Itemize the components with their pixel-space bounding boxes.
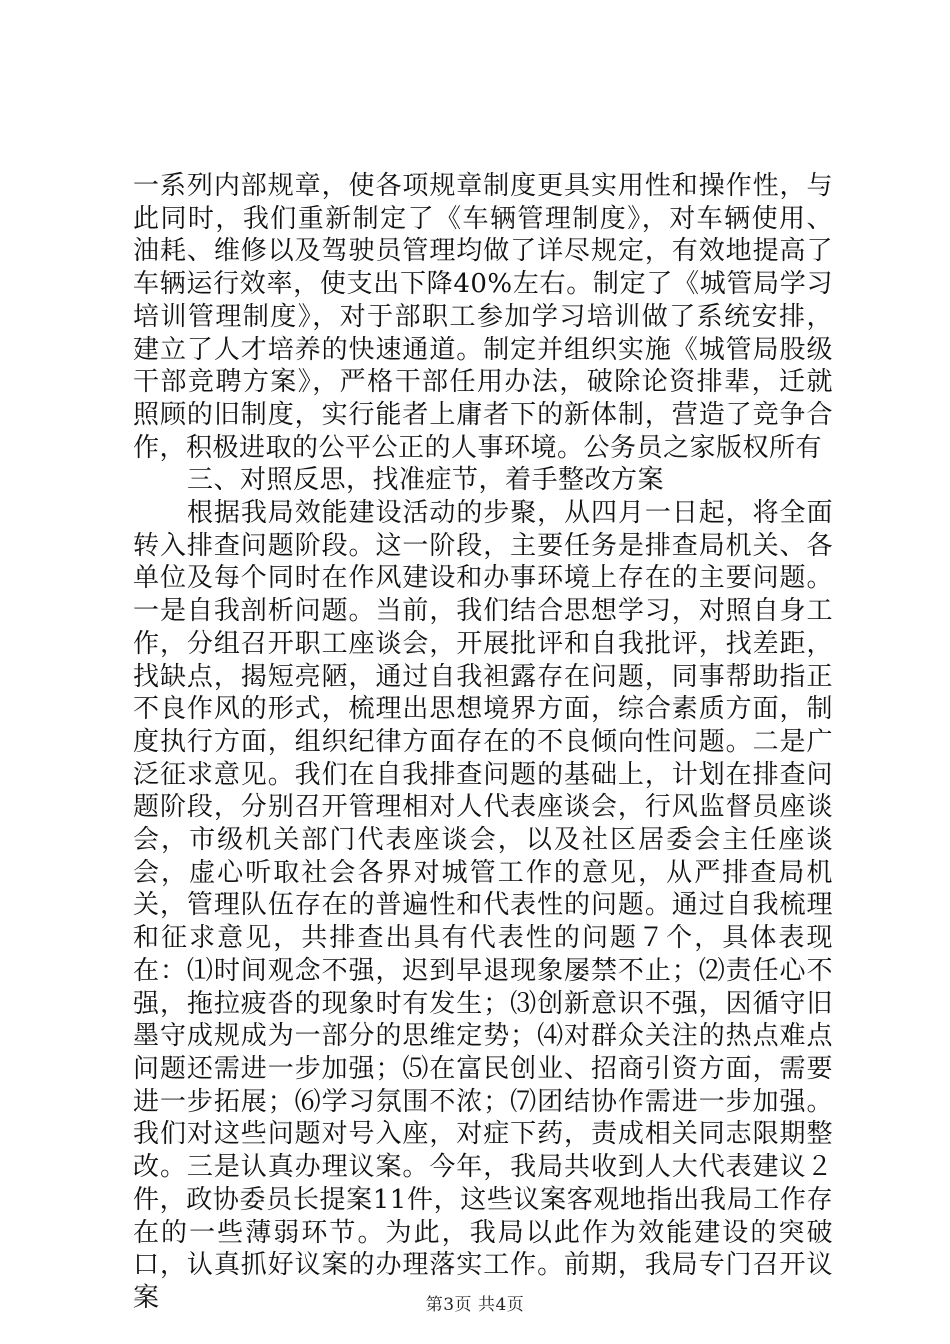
page-footer: 第3页 共4页 [425,1295,525,1315]
document-body [133,170,833,1315]
paragraph-body: 根据我局效能建设活动的步聚，从四月一日起，将全面转入排查问题阶段。这一阶段，主要任务是排查局机关、各单位及每个同时在作风建设和办事环境上存在的主要问题。一是自我剖析问题。当前，我们结合思想学习，对照自身工作，分组召开职工座谈会，开展批评和自我批评，找差距，找缺点，揭短亮陋，通过自我袒露存在问题，同事帮助指正不良作风的形式，梳理出思想境界方面，综合素质方面，制度执行方面，组织纪律方面存在的不良倾向性问题。二是广泛征求意见。我们在自我排查问题的基础上，计划在排查问题阶段，分别召开管理相对人代表座谈会，行风监督员座谈会，市级机关部门代表座谈会，以及社区居委会主任座谈会，虚心听取社会各界对城管工作的意见，从严排查局机关，管理队伍存在的普遍性和代表性的问题。通过自我梳理和征求意见，共排查出具有代表性的问题７个，具体表现在：⑴时间观念不强，迟到早退现象屡禁不止；⑵责任心不强，拖拉疲沓的现象时有发生；⑶创新意识不强，因循守旧墨守成规成为一部分的思维定势；⑷对群众关注的热点难点问题还需进一步加强；⑸在富民创业、招商引资方面，需要进一步拓展；⑹学习氛围不浓；⑺团结协作需进一步加强。我们对这些问题对号入座，对症下药，责成相关同志限期整改。三是认真办理议案。今年，我局共收到人大代表建议２件，政协委员长提案11件，这些议案客观地指出我局工作存在的一些薄弱环节。为此，我局以此作为效能建设的突破口，认真抓好议案的办理落实工作。前期，我局专门召开议案 [133,498,833,1313]
paragraph-continuation: 一系列内部规章，使各项规章制度更具实用性和操作性，与此同时，我们重新制定了《车辆管理制度》，对车辆使用、油耗、维修以及驾驶员管理均做了详尽规定，有效地提高了车辆运行效率，使支出下降40%左右。制定了《城管局学习培训管理制度》，对于部职工参加学习培训做了系统安排，建立了人才培养的快速通道。制定并组织实施《城管局股级干部竞聘方案》，严格干部任用办法，破除论资排辈，迁就照顾的旧制度，实行能者上庸者下的新体制，营造了竞争合作，积极进取的公平公正的人事环境。公务员之家版权所有 [133,171,833,463]
section-heading: 三、对照反思，找准症节，着手整改方案 [187,465,665,496]
